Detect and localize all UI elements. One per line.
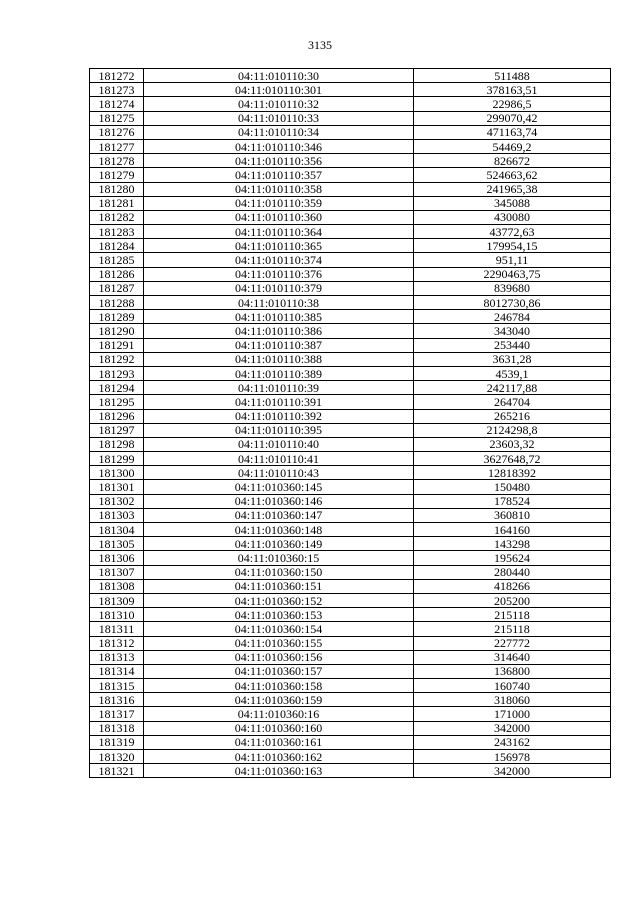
registry-table-body bbox=[90, 69, 611, 778]
record-number-cell: 181321 bbox=[90, 764, 144, 778]
cadastral-number-cell: 04:11:010110:388 bbox=[144, 352, 414, 366]
record-number-cell: 181309 bbox=[90, 593, 144, 607]
table-row bbox=[90, 111, 611, 125]
cadastral-number-cell: 04:11:010110:360 bbox=[144, 210, 414, 224]
page-number: 3135 bbox=[308, 38, 332, 52]
cadastral-number-cell: 04:11:010110:387 bbox=[144, 338, 414, 352]
value-cell: 195624 bbox=[414, 551, 611, 565]
value-cell: 430080 bbox=[414, 210, 611, 224]
cadastral-number-cell: 04:11:010110:356 bbox=[144, 154, 414, 168]
table-row bbox=[90, 125, 611, 139]
table-row bbox=[90, 721, 611, 735]
record-number-cell: 181278 bbox=[90, 154, 144, 168]
table-row bbox=[90, 296, 611, 310]
cadastral-number-cell: 04:11:010360:156 bbox=[144, 650, 414, 664]
cadastral-number-cell: 04:11:010360:158 bbox=[144, 679, 414, 693]
record-number-cell: 181304 bbox=[90, 523, 144, 537]
table-row bbox=[90, 324, 611, 338]
record-number-cell: 181290 bbox=[90, 324, 144, 338]
value-cell: 241965,38 bbox=[414, 182, 611, 196]
value-cell: 143298 bbox=[414, 537, 611, 551]
cadastral-number-cell: 04:11:010360:149 bbox=[144, 537, 414, 551]
table-row bbox=[90, 565, 611, 579]
value-cell: 164160 bbox=[414, 523, 611, 537]
record-number-cell: 181311 bbox=[90, 622, 144, 636]
cadastral-number-cell: 04:11:010360:157 bbox=[144, 664, 414, 678]
cadastral-number-cell: 04:11:010110:43 bbox=[144, 466, 414, 480]
cadastral-number-cell: 04:11:010360:155 bbox=[144, 636, 414, 650]
record-number-cell: 181296 bbox=[90, 409, 144, 423]
value-cell: 150480 bbox=[414, 480, 611, 494]
table-row bbox=[90, 750, 611, 764]
cadastral-number-cell: 04:11:010360:150 bbox=[144, 565, 414, 579]
cadastral-number-cell: 04:11:010110:386 bbox=[144, 324, 414, 338]
table-row bbox=[90, 735, 611, 749]
value-cell: 215118 bbox=[414, 608, 611, 622]
cadastral-number-cell: 04:11:010360:151 bbox=[144, 579, 414, 593]
table-row bbox=[90, 537, 611, 551]
value-cell: 418266 bbox=[414, 579, 611, 593]
cadastral-number-cell: 04:11:010110:389 bbox=[144, 366, 414, 380]
value-cell: 342000 bbox=[414, 721, 611, 735]
record-number-cell: 181313 bbox=[90, 650, 144, 664]
value-cell: 3631,28 bbox=[414, 352, 611, 366]
cadastral-number-cell: 04:11:010110:376 bbox=[144, 267, 414, 281]
value-cell: 242117,88 bbox=[414, 381, 611, 395]
value-cell: 264704 bbox=[414, 395, 611, 409]
record-number-cell: 181279 bbox=[90, 168, 144, 182]
record-number-cell: 181277 bbox=[90, 139, 144, 153]
value-cell: 171000 bbox=[414, 707, 611, 721]
cadastral-number-cell: 04:11:010360:145 bbox=[144, 480, 414, 494]
table-row bbox=[90, 168, 611, 182]
cadastral-number-cell: 04:11:010110:38 bbox=[144, 296, 414, 310]
value-cell: 4539,1 bbox=[414, 366, 611, 380]
table-row bbox=[90, 69, 611, 83]
cadastral-number-cell: 04:11:010360:146 bbox=[144, 494, 414, 508]
value-cell: 342000 bbox=[414, 764, 611, 778]
value-cell: 471163,74 bbox=[414, 125, 611, 139]
record-number-cell: 181282 bbox=[90, 210, 144, 224]
cadastral-number-cell: 04:11:010360:154 bbox=[144, 622, 414, 636]
table-row bbox=[90, 281, 611, 295]
cadastral-number-cell: 04:11:010360:159 bbox=[144, 693, 414, 707]
value-cell: 227772 bbox=[414, 636, 611, 650]
table-row bbox=[90, 551, 611, 565]
record-number-cell: 181287 bbox=[90, 281, 144, 295]
cadastral-number-cell: 04:11:010110:357 bbox=[144, 168, 414, 182]
table-row bbox=[90, 664, 611, 678]
table-row bbox=[90, 650, 611, 664]
value-cell: 265216 bbox=[414, 409, 611, 423]
record-number-cell: 181294 bbox=[90, 381, 144, 395]
value-cell: 299070,42 bbox=[414, 111, 611, 125]
cadastral-number-cell: 04:11:010110:358 bbox=[144, 182, 414, 196]
table-row bbox=[90, 225, 611, 239]
cadastral-number-cell: 04:11:010360:147 bbox=[144, 508, 414, 522]
value-cell: 156978 bbox=[414, 750, 611, 764]
table-row bbox=[90, 423, 611, 437]
value-cell: 215118 bbox=[414, 622, 611, 636]
table-row bbox=[90, 196, 611, 210]
value-cell: 8012730,86 bbox=[414, 296, 611, 310]
record-number-cell: 181283 bbox=[90, 225, 144, 239]
value-cell: 360810 bbox=[414, 508, 611, 522]
table-row bbox=[90, 267, 611, 281]
table-row bbox=[90, 409, 611, 423]
table-row bbox=[90, 253, 611, 267]
value-cell: 314640 bbox=[414, 650, 611, 664]
cadastral-number-cell: 04:11:010110:391 bbox=[144, 395, 414, 409]
table-row bbox=[90, 366, 611, 380]
cadastral-number-cell: 04:11:010360:148 bbox=[144, 523, 414, 537]
record-number-cell: 181291 bbox=[90, 338, 144, 352]
value-cell: 54469,2 bbox=[414, 139, 611, 153]
table-row bbox=[90, 437, 611, 451]
table-row bbox=[90, 593, 611, 607]
cadastral-number-cell: 04:11:010110:392 bbox=[144, 409, 414, 423]
cadastral-number-cell: 04:11:010110:30 bbox=[144, 69, 414, 83]
cadastral-number-cell: 04:11:010110:32 bbox=[144, 97, 414, 111]
record-number-cell: 181312 bbox=[90, 636, 144, 650]
record-number-cell: 181301 bbox=[90, 480, 144, 494]
record-number-cell: 181273 bbox=[90, 83, 144, 97]
table-row bbox=[90, 139, 611, 153]
value-cell: 280440 bbox=[414, 565, 611, 579]
table-row bbox=[90, 523, 611, 537]
record-number-cell: 181298 bbox=[90, 437, 144, 451]
cadastral-number-cell: 04:11:010360:15 bbox=[144, 551, 414, 565]
value-cell: 178524 bbox=[414, 494, 611, 508]
value-cell: 253440 bbox=[414, 338, 611, 352]
record-number-cell: 181307 bbox=[90, 565, 144, 579]
record-number-cell: 181289 bbox=[90, 310, 144, 324]
value-cell: 2124298,8 bbox=[414, 423, 611, 437]
record-number-cell: 181306 bbox=[90, 551, 144, 565]
value-cell: 826672 bbox=[414, 154, 611, 168]
table-row bbox=[90, 452, 611, 466]
cadastral-number-cell: 04:11:010110:379 bbox=[144, 281, 414, 295]
record-number-cell: 181293 bbox=[90, 366, 144, 380]
record-number-cell: 181275 bbox=[90, 111, 144, 125]
value-cell: 22986,5 bbox=[414, 97, 611, 111]
value-cell: 3627648,72 bbox=[414, 452, 611, 466]
cadastral-number-cell: 04:11:010110:34 bbox=[144, 125, 414, 139]
table-row bbox=[90, 395, 611, 409]
table-row bbox=[90, 310, 611, 324]
record-number-cell: 181317 bbox=[90, 707, 144, 721]
table-row bbox=[90, 707, 611, 721]
value-cell: 12818392 bbox=[414, 466, 611, 480]
cadastral-number-cell: 04:11:010110:359 bbox=[144, 196, 414, 210]
value-cell: 378163,51 bbox=[414, 83, 611, 97]
record-number-cell: 181303 bbox=[90, 508, 144, 522]
table-row bbox=[90, 608, 611, 622]
value-cell: 511488 bbox=[414, 69, 611, 83]
cadastral-number-cell: 04:11:010360:153 bbox=[144, 608, 414, 622]
value-cell: 524663,62 bbox=[414, 168, 611, 182]
record-number-cell: 181292 bbox=[90, 352, 144, 366]
record-number-cell: 181299 bbox=[90, 452, 144, 466]
value-cell: 243162 bbox=[414, 735, 611, 749]
cadastral-number-cell: 04:11:010110:346 bbox=[144, 139, 414, 153]
record-number-cell: 181281 bbox=[90, 196, 144, 210]
record-number-cell: 181308 bbox=[90, 579, 144, 593]
cadastral-number-cell: 04:11:010360:160 bbox=[144, 721, 414, 735]
value-cell: 43772,63 bbox=[414, 225, 611, 239]
record-number-cell: 181315 bbox=[90, 679, 144, 693]
cadastral-number-cell: 04:11:010360:16 bbox=[144, 707, 414, 721]
record-number-cell: 181280 bbox=[90, 182, 144, 196]
value-cell: 343040 bbox=[414, 324, 611, 338]
table-row bbox=[90, 693, 611, 707]
cadastral-number-cell: 04:11:010110:395 bbox=[144, 423, 414, 437]
value-cell: 179954,15 bbox=[414, 239, 611, 253]
registry-table bbox=[89, 68, 611, 778]
record-number-cell: 181288 bbox=[90, 296, 144, 310]
record-number-cell: 181318 bbox=[90, 721, 144, 735]
cadastral-number-cell: 04:11:010110:385 bbox=[144, 310, 414, 324]
table-row bbox=[90, 480, 611, 494]
record-number-cell: 181276 bbox=[90, 125, 144, 139]
cadastral-number-cell: 04:11:010360:162 bbox=[144, 750, 414, 764]
value-cell: 951,11 bbox=[414, 253, 611, 267]
table-row bbox=[90, 764, 611, 778]
table-row bbox=[90, 622, 611, 636]
table-row bbox=[90, 352, 611, 366]
table-row bbox=[90, 154, 611, 168]
value-cell: 160740 bbox=[414, 679, 611, 693]
table-row bbox=[90, 239, 611, 253]
record-number-cell: 181302 bbox=[90, 494, 144, 508]
value-cell: 2290463,75 bbox=[414, 267, 611, 281]
record-number-cell: 181272 bbox=[90, 69, 144, 83]
value-cell: 839680 bbox=[414, 281, 611, 295]
value-cell: 136800 bbox=[414, 664, 611, 678]
value-cell: 23603,32 bbox=[414, 437, 611, 451]
table-row bbox=[90, 381, 611, 395]
cadastral-number-cell: 04:11:010110:364 bbox=[144, 225, 414, 239]
table-row bbox=[90, 97, 611, 111]
cadastral-number-cell: 04:11:010110:365 bbox=[144, 239, 414, 253]
record-number-cell: 181319 bbox=[90, 735, 144, 749]
table-row bbox=[90, 636, 611, 650]
table-row bbox=[90, 338, 611, 352]
table-row bbox=[90, 83, 611, 97]
table-row bbox=[90, 182, 611, 196]
value-cell: 318060 bbox=[414, 693, 611, 707]
table-row bbox=[90, 494, 611, 508]
record-number-cell: 181295 bbox=[90, 395, 144, 409]
table-row bbox=[90, 466, 611, 480]
record-number-cell: 181284 bbox=[90, 239, 144, 253]
table-row bbox=[90, 679, 611, 693]
cadastral-number-cell: 04:11:010360:161 bbox=[144, 735, 414, 749]
record-number-cell: 181300 bbox=[90, 466, 144, 480]
record-number-cell: 181286 bbox=[90, 267, 144, 281]
record-number-cell: 181316 bbox=[90, 693, 144, 707]
record-number-cell: 181305 bbox=[90, 537, 144, 551]
record-number-cell: 181285 bbox=[90, 253, 144, 267]
cadastral-number-cell: 04:11:010110:33 bbox=[144, 111, 414, 125]
cadastral-number-cell: 04:11:010110:39 bbox=[144, 381, 414, 395]
table-row bbox=[90, 508, 611, 522]
value-cell: 205200 bbox=[414, 593, 611, 607]
value-cell: 246784 bbox=[414, 310, 611, 324]
table-row bbox=[90, 210, 611, 224]
record-number-cell: 181274 bbox=[90, 97, 144, 111]
cadastral-number-cell: 04:11:010110:41 bbox=[144, 452, 414, 466]
cadastral-number-cell: 04:11:010110:374 bbox=[144, 253, 414, 267]
cadastral-number-cell: 04:11:010360:152 bbox=[144, 593, 414, 607]
record-number-cell: 181320 bbox=[90, 750, 144, 764]
cadastral-number-cell: 04:11:010360:163 bbox=[144, 764, 414, 778]
cadastral-number-cell: 04:11:010110:40 bbox=[144, 437, 414, 451]
record-number-cell: 181297 bbox=[90, 423, 144, 437]
table-row bbox=[90, 579, 611, 593]
record-number-cell: 181310 bbox=[90, 608, 144, 622]
cadastral-number-cell: 04:11:010110:301 bbox=[144, 83, 414, 97]
record-number-cell: 181314 bbox=[90, 664, 144, 678]
value-cell: 345088 bbox=[414, 196, 611, 210]
